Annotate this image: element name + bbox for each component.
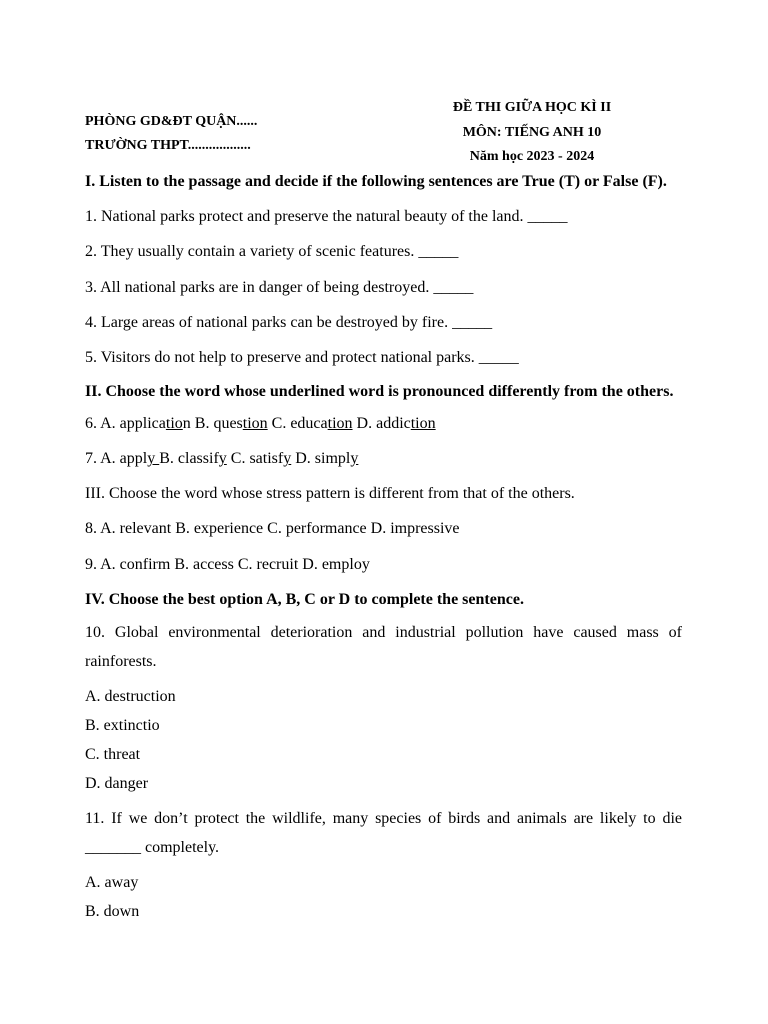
question-1: 1. National parks protect and preserve the natural beauty of the land. _____ xyxy=(85,208,568,225)
question-7 xyxy=(85,447,682,471)
exam-title: ĐỀ THI GIỮA HỌC KÌ II xyxy=(452,100,612,115)
underlined-part: tio xyxy=(165,415,183,432)
question-11: 11. If we don’t protect the wildlife, many species of birds and animals are likely to die _______ completely. xyxy=(85,810,682,856)
question-3: 3. All national parks are in danger of being destroyed. _____ xyxy=(85,279,474,296)
section-2-title: II. Choose the word whose underlined word is pronounced differently from the others. xyxy=(85,383,674,400)
underlined-part: tion xyxy=(327,415,353,432)
underlined-part: y xyxy=(147,450,160,467)
school-year: Năm học 2023 - 2024 xyxy=(469,149,595,164)
option-a-prefix: A. appl xyxy=(100,450,148,467)
question-10-option-d: D. danger xyxy=(85,775,149,792)
option-d-prefix: D. simpl xyxy=(295,450,351,467)
question-5: 5. Visitors do not help to preserve and protect national parks. _____ xyxy=(85,349,519,366)
question-number: 7. xyxy=(85,450,101,467)
option-a-suffix: n xyxy=(182,415,195,432)
section-4-title: IV. Choose the best option A, B, C or D to complete the sentence. xyxy=(85,591,524,608)
question-10-option-a: A. destruction xyxy=(85,688,176,705)
question-9: 9. A. confirm B. access C. recruit D. employ xyxy=(85,556,370,573)
department-name: PHÒNG GD&ĐT QUẬN...... xyxy=(85,114,258,129)
exam-header xyxy=(382,96,682,170)
question-11-option-a: A. away xyxy=(85,874,139,891)
underlined-part: y xyxy=(283,450,292,467)
option-d-prefix: D. addic xyxy=(356,415,411,432)
question-10-option-c: C. threat xyxy=(85,746,141,763)
question-number: 6. xyxy=(85,415,101,432)
question-8: 8. A. relevant B. experience C. performance D. impressive xyxy=(85,520,460,537)
question-4: 4. Large areas of national parks can be destroyed by fire. _____ xyxy=(85,314,493,331)
section-1-title: I. Listen to the passage and decide if the following sentences are True (T) or False (F). xyxy=(85,173,667,190)
option-b-prefix: B. classif xyxy=(159,450,219,467)
underlined-part: y xyxy=(218,450,227,467)
option-c-prefix: C. satisf xyxy=(230,450,284,467)
question-2: 2. They usually contain a variety of scenic features. _____ xyxy=(85,243,459,260)
question-6 xyxy=(85,412,682,436)
question-10-option-b: B. extinctio xyxy=(85,717,160,734)
option-c-prefix: C. educa xyxy=(271,415,328,432)
section-3-title: III. Choose the word whose stress pattern is different from that of the others. xyxy=(85,485,575,502)
option-a-prefix: A. applica xyxy=(100,415,166,432)
question-10: 10. Global environmental deterioration and industrial pollution have caused mass of rainforests. xyxy=(85,624,682,670)
underlined-part: tion xyxy=(410,415,436,432)
underlined-part: tion xyxy=(242,415,268,432)
underlined-part: y xyxy=(350,450,359,467)
exam-subject: MÔN: TIẾNG ANH 10 xyxy=(462,124,602,140)
question-11-option-b: B. down xyxy=(85,903,140,920)
school-name: TRƯỜNG THPT.................. xyxy=(85,138,251,153)
school-header xyxy=(85,110,257,158)
option-b-prefix: B. ques xyxy=(194,415,243,432)
exam-content xyxy=(85,170,682,926)
